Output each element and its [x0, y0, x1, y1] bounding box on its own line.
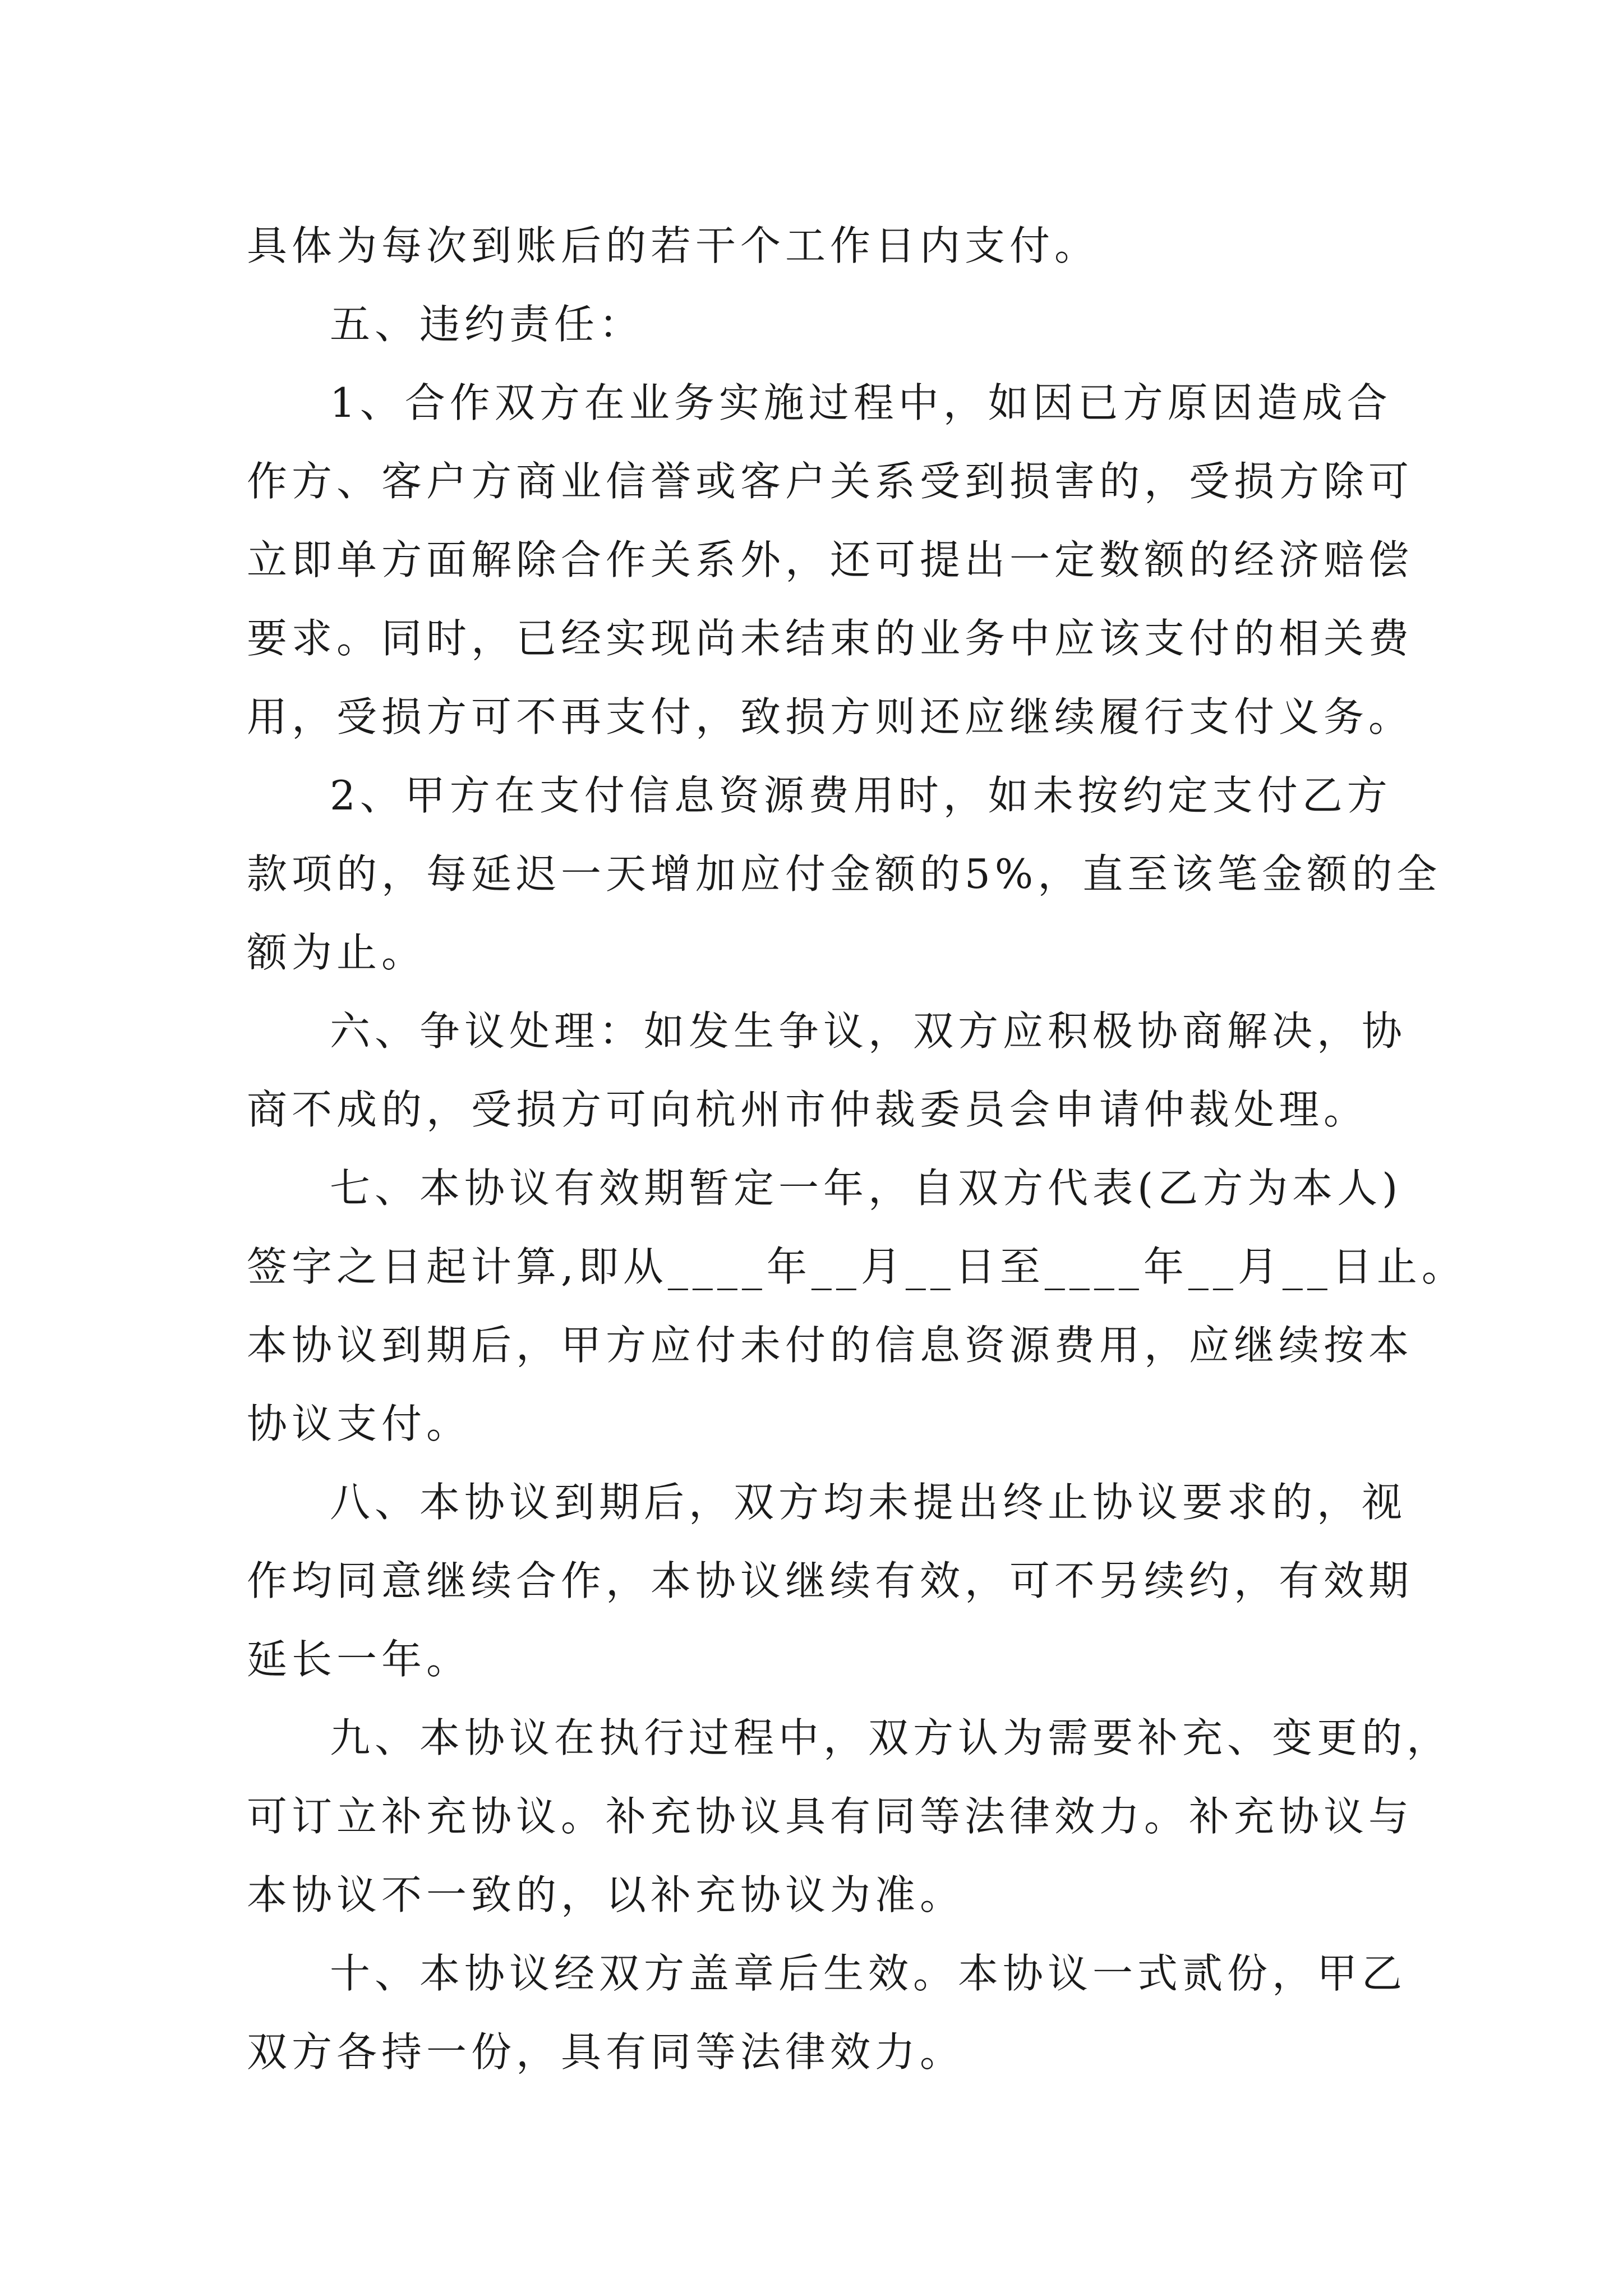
text-line: 六、争议处理：如发生争议，双方应积极协商解决，协: [330, 1007, 1407, 1055]
text-line: 额为止。: [247, 929, 427, 976]
text-line: 立即单方面解除合作关系外，还可提出一定数额的经济赔偿: [247, 536, 1414, 583]
text-line: 要求。同时，已经实现尚未结束的业务中应该支付的相关费: [247, 615, 1414, 662]
text-line: 签字之日起计算,即从____年__月__日至____年__月__日止。: [247, 1243, 1467, 1290]
text-line: 作均同意继续合作，本协议继续有效，可不另续约，有效期: [247, 1557, 1414, 1604]
text-line: 作方、客户方商业信誉或客户关系受到损害的，受损方除可: [247, 458, 1414, 505]
document-body: [247, 206, 1467, 2091]
text-line: 本协议不一致的，以补充协议为准。: [247, 1871, 965, 1918]
text-line: 延长一年。: [247, 1636, 472, 1683]
text-line: 本协议到期后，甲方应付未付的信息资源费用，应继续按本: [247, 1322, 1414, 1369]
text-line: 款项的，每延迟一天增加应付金额的5%，直至该笔金额的全: [247, 850, 1442, 898]
text-line: 可订立补充协议。补充协议具有同等法律效力。补充协议与: [247, 1793, 1414, 1840]
text-line: 2、甲方在支付信息资源费用时，如未按约定支付乙方: [330, 772, 1392, 819]
text-line: 十、本协议经双方盖章后生效。本协议一式贰份，甲乙: [330, 1950, 1407, 1997]
text-line: 1、合作双方在业务实施过程中，如因已方原因造成合: [330, 379, 1392, 426]
text-line: 具体为每次到账后的若干个工作日内支付。: [247, 222, 1100, 269]
text-line: 协议支付。: [247, 1400, 472, 1447]
section-heading: 五、违约责任：: [330, 301, 644, 348]
text-line: 用，受损方可不再支付，致损方则还应继续履行支付义务。: [247, 693, 1414, 740]
text-line: 商不成的，受损方可向杭州市仲裁委员会申请仲裁处理。: [247, 1086, 1369, 1133]
text-line: 八、本协议到期后，双方均未提出终止协议要求的，视: [330, 1479, 1407, 1526]
text-line: 双方各持一份，具有同等法律效力。: [247, 2028, 965, 2076]
text-line: 九、本协议在执行过程中，双方认为需要补充、变更的，: [330, 1714, 1452, 1761]
text-line: 七、本协议有效期暂定一年，自双方代表(乙方为本人): [330, 1165, 1403, 1212]
